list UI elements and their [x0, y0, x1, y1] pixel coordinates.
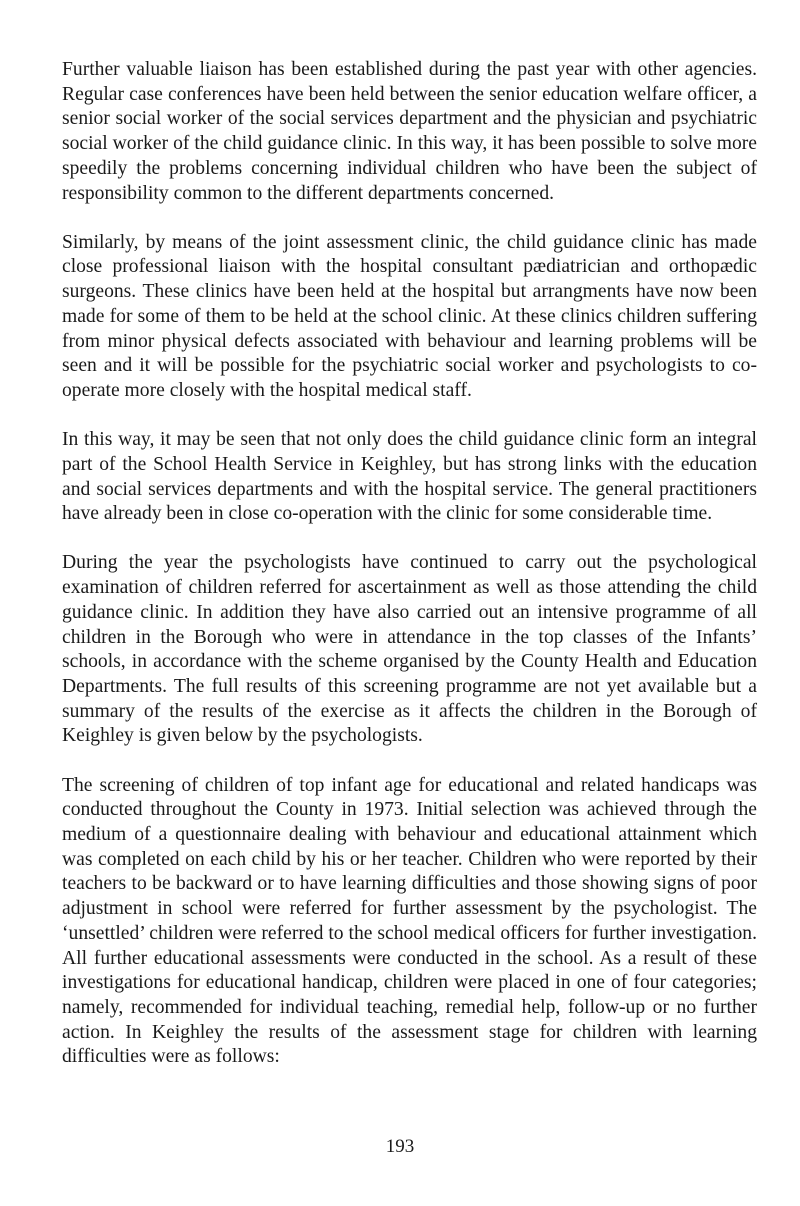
- paragraph-integral-part: In this way, it may be seen that not only does the child guidance clinic form an integral part of the School Health Service in Keighley, but has strong links with the education and social services departments and with the hospital service. The general practitioners have already been in close co-operation with the clinic for some considerable time.: [62, 429, 757, 525]
- paragraph-joint-assessment: Similarly, by means of the joint assessment clinic, the child guidance clinic has made close professional liaison with the hospital consultant pædiatrician and orthopædic surgeons. These clinics have been held at the hospital but arrangments have now been made for some of them to be held at the school clinic. At these clinics children suffering from minor physical defects associated with behaviour and learning problems will be seen and it will be possible for the psychiatric social worker and psychologists to co-operate more closely with the hospital medical staff.: [62, 231, 757, 401]
- paragraph-psychologists: During the year the psychologists have continued to carry out the psychological examination of children referred for ascertainment as well as those attending the child guidance clinic. In addition they have also carried out an intensive programme of all children in the Borough who were in attendance in the top classes of the Infants’ schools, in accordance with the scheme organised by the County Health and Education Departments. The full results of this screening programme are not yet available but a summary of the results of the exercise as it affects the children in the Borough of Keighley is given below by the psychologists.: [62, 552, 757, 747]
- paragraph-screening: The screening of children of top infant age for educational and related handicaps was conducted throughout the County in 1973. Initial selection was achieved through the medium of a questionnaire dealing with behaviour and educational attainment which was completed on each child by his or her teacher. Children who were reported by their teachers to be backward or to have learning difficulties and those showing signs of poor adjustment in school were referred for further assessment by the psychologist. The ‘unsettled’ children were referred to the school medical officers for further investigation. All further educational assessments were conducted in the school. As a result of these investigations for educational handicap, children were placed in one of four categories; namely, recommended for individual teaching, remedial help, follow-up or no further action. In Keighley the results of the assessment stage for children with learning difficulties were as follows:: [62, 774, 757, 1068]
- paragraph-liaison: Further valuable liaison has been established during the past year with other agencies. Regular case conferences have been held between the senior education welfare officer, a senior social worker of the social services department and the physician and psychiatric social worker of the child guidance clinic. In this way, it has been possible to solve more speedily the problems concerning individual children who have been the subject of responsibility common to the different departments concerned.: [62, 59, 757, 204]
- page-number: 193: [385, 1136, 415, 1157]
- document-body: [62, 58, 757, 1095]
